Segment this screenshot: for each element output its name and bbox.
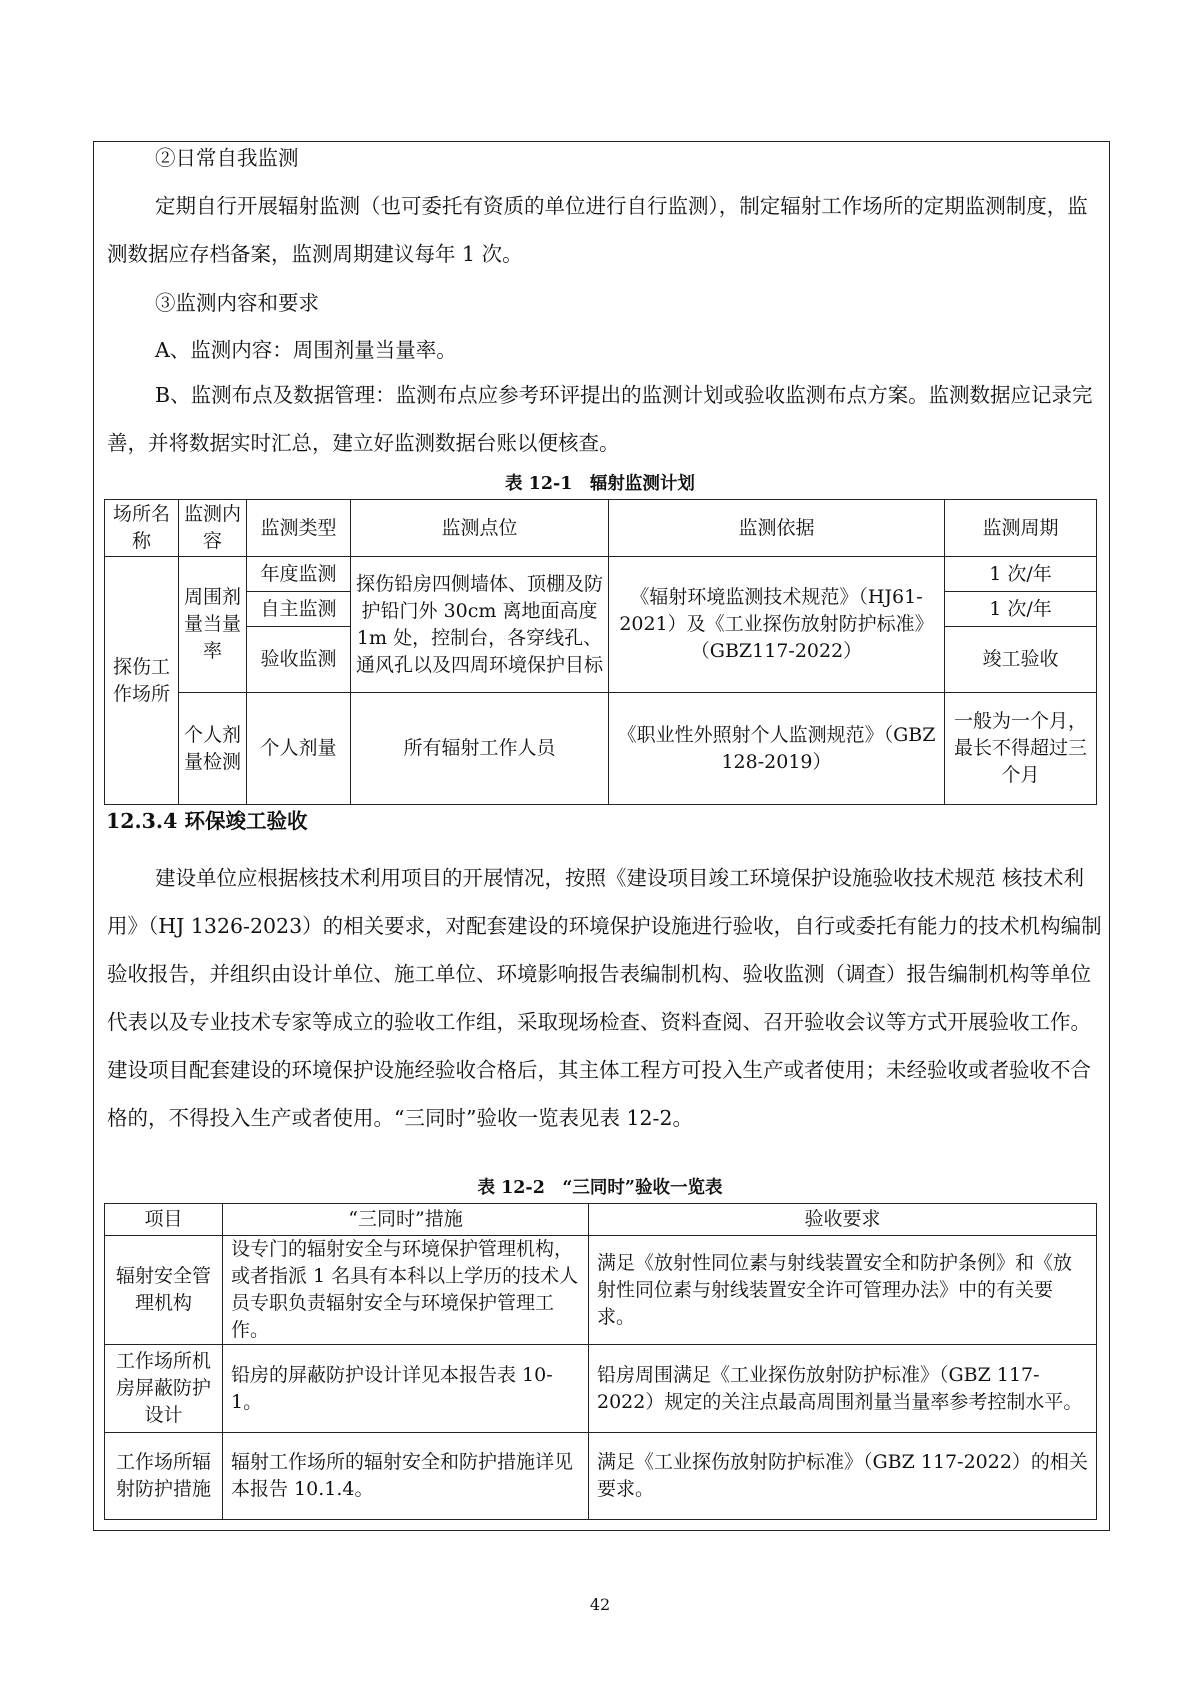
header-item: 项目 [105,1204,223,1236]
table1-caption: 表 12-1 辐射监测计划 [505,474,695,494]
acceptance-table [104,1203,1097,1520]
requirement-cell: 满足《放射性同位素与射线装置安全和防护条例》和《放射性同位素与射线装置安全许可管理办法》中的有关要求。 [589,1236,1097,1345]
content-a: A、监测内容：周围剂量当量率。 [155,338,457,362]
item-cell: 工作场所辐射防护措施 [105,1433,223,1520]
measure-cell: 铅房的屏蔽防护设计详见本报告表 10-1。 [223,1345,589,1433]
type-self: 自主监测 [247,592,351,627]
cycle-personal: 一般为一个月，最长不得超过三个月 [945,693,1097,805]
place-cell: 探伤工作场所 [105,557,179,805]
table-row [105,1345,1097,1433]
table-row [105,1236,1097,1345]
type-personal: 个人剂量 [247,693,351,805]
type-annual: 年度监测 [247,557,351,592]
basis-cell: 《辐射环境监测技术规范》（HJ61-2021）及《工业探伤放射防护标准》（GBZ117-2022） [609,557,945,693]
basis-personal: 《职业性外照射个人监测规范》（GBZ 128-2019） [609,693,945,805]
content-title: ③监测内容和要求 [155,291,319,315]
measure-cell: 设专门的辐射安全与环境保护管理机构，或者指派 1 名具有本科以上学历的技术人员专职负责辐射安全与环境保护管理工作。 [223,1236,589,1345]
cycle-self: 1 次/年 [945,592,1097,627]
header-requirement: 验收要求 [589,1204,1097,1236]
item-cell: 辐射安全管理机构 [105,1236,223,1345]
header-cycle: 监测周期 [945,500,1097,557]
points-personal: 所有辐射工作人员 [351,693,609,805]
content-b: B、监测布点及数据管理：监测布点应参考环评提出的监测计划或验收监测布点方案。监测数据应记录完善，并将数据实时汇总，建立好监测数据台账以便核查。 [107,383,1093,455]
header-place: 场所名称 [105,500,179,557]
cycle-acceptance: 竣工验收 [945,627,1097,693]
requirement-cell: 铅房周围满足《工业探伤放射防护标准》（GBZ 117-2022）规定的关注点最高周围剂量当量率参考控制水平。 [589,1345,1097,1433]
item-cell: 工作场所机房屏蔽防护设计 [105,1345,223,1433]
header-basis: 监测依据 [609,500,945,557]
cycle-annual: 1 次/年 [945,557,1097,592]
table2-caption: 表 12-2 “三同时”验收一览表 [477,1178,723,1198]
content-personal: 个人剂量检测 [179,693,247,805]
measure-cell: 辐射工作场所的辐射安全和防护措施详见本报告 10.1.4。 [223,1433,589,1520]
self-monitoring-text: 定期自行开展辐射监测（也可委托有资质的单位进行自行监测），制定辐射工作场所的定期监测制度，监测数据应存档备案，监测周期建议每年 1 次。 [107,194,1088,266]
header-points: 监测点位 [351,500,609,557]
table-row [105,1433,1097,1520]
page-number: 42 [589,1595,611,1614]
monitoring-plan-table [104,499,1097,805]
section-heading: 12.3.4 环保竣工验收 [106,809,308,833]
type-acceptance: 验收监测 [247,627,351,693]
points-cell: 探伤铅房四侧墙体、顶棚及防护铅门外 30cm 离地面高度 1m 处，控制台，各穿线孔、通风孔以及四周环境保护目标 [351,557,609,693]
header-type: 监测类型 [247,500,351,557]
requirement-cell: 满足《工业探伤放射防护标准》（GBZ 117-2022）的相关要求。 [589,1433,1097,1520]
content-dose-rate: 周围剂量当量率 [179,557,247,693]
header-content: 监测内容 [179,500,247,557]
header-measure: “三同时”措施 [223,1204,589,1236]
self-monitoring-title: ②日常自我监测 [155,146,299,170]
section-text: 建设单位应根据核技术利用项目的开展情况，按照《建设项目竣工环境保护设施验收技术规范 核技术利用》（HJ 1326-2023）的相关要求，对配套建设的环境保护设施进行验收，自行或委托有能力的技术机构编制验收报告，并组织由设计单位、施工单位、环境影响报告表编制机构、验收监测（调查）报告编制机构等单位代表以及专业技术专家等成立的验收工作组，采取现场检查、资料查阅、召开验收会议等方式开展验收工作。建设项目配套建设的环境保护设施经验收合格后，其主体工程方可投入生产或者使用；未经验收或者验收不合格的，不得投入生产或者使用。“三同时”验收一览表见表 12-2。 [107,866,1102,1130]
